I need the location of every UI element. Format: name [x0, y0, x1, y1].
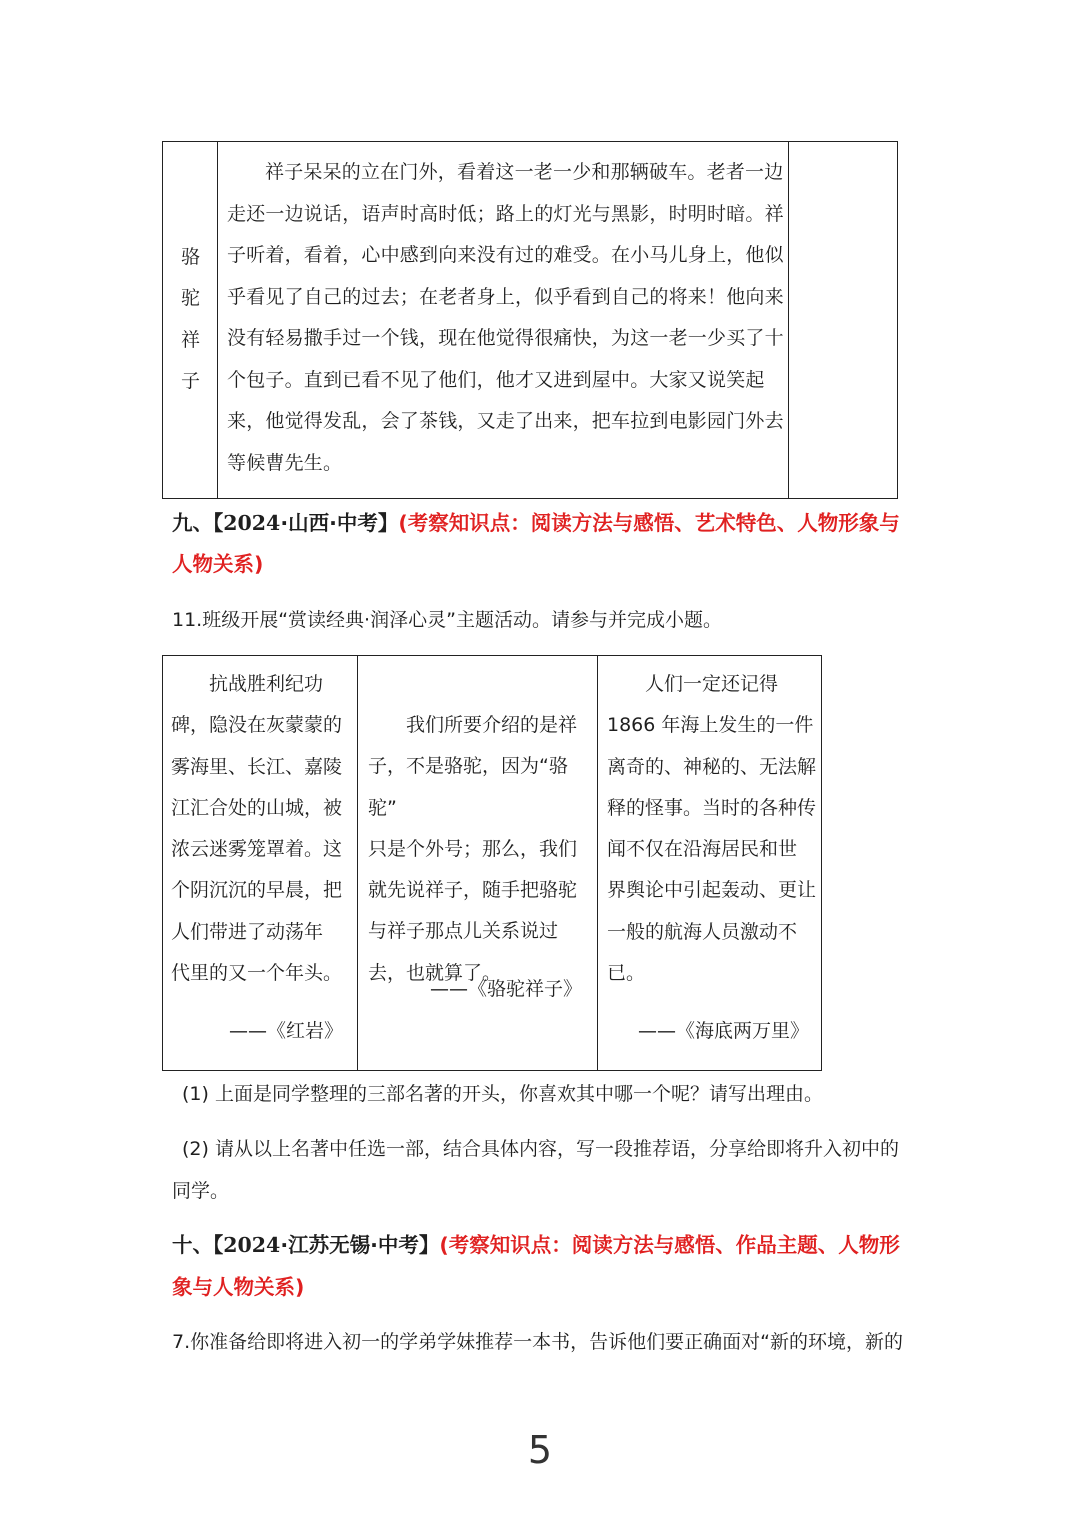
section-number: 九、 [172, 511, 213, 535]
section-10-heading-cont [172, 1266, 912, 1308]
excerpt-line: 雾海里、长江、嘉陵 [171, 755, 343, 778]
excerpt-hongyan [163, 656, 357, 1070]
excerpt-line: 人们带进了动荡年 [171, 920, 324, 943]
passage-table [162, 141, 898, 499]
excerpt-line: 碑，隐没在灰蒙蒙的 [171, 714, 343, 737]
knowledge-points-cont: 人物关系) [172, 552, 264, 576]
book-title-cell [163, 142, 218, 498]
knowledge-points: (考察知识点：阅读方法与感悟、作品主题、人物形 [439, 1233, 900, 1257]
question-7: 7.你准备给即将进入初一的学弟学妹推荐一本书，告诉他们要正确面对“新的环境，新的 [172, 1331, 903, 1353]
source-hongyan: ——《红岩》 [229, 1020, 344, 1042]
tag-open: 【 [213, 1233, 224, 1257]
page-number: 5 [527, 1428, 553, 1472]
section-number: 十、 [172, 1233, 213, 1257]
tag-open: 【 [213, 511, 224, 535]
knowledge-points-cont: 象与人物关系) [172, 1275, 305, 1299]
passage-text: 祥子呆呆的立在门外，看着这一老一少和那辆破车。老者一边走还一边说话，语声时高时低；路上的灯光与黑影，时明时暗。祥子听着，看着，心中感到向来没有过的难受。在小马儿身上，他似乎看见了自己的过去；在老者身上，似乎看到自己的将来！他向来没有轻易撒手过一个钱，现在他觉得很痛快，为这一老一少买了十个包子。直到已看不见了他们，他才又进到屋中。大家又说笑起来，他觉得发乱，会了茶钱，又走了出来，把车拉到电影园门外去等候曹先生。 [227, 161, 784, 474]
excerpts-table [162, 655, 822, 1071]
source-haidi: ——《海底两万里》 [638, 1020, 810, 1042]
excerpt-line: 界舆论中引起轰动、更让 [607, 879, 817, 902]
excerpt-line: 1866 年海上发生的一件 [607, 714, 814, 737]
knowledge-points: (考察知识点：阅读方法与感悟、艺术特色、人物形象与 [398, 511, 900, 535]
title-char: 子 [180, 370, 200, 392]
excerpt-line: 人们一定还记得 [645, 673, 779, 695]
sub-question-1: (1) 上面是同学整理的三部名著的开头，你喜欢其中哪一个呢？请写出理由。 [182, 1083, 823, 1105]
section-9-heading [172, 502, 912, 544]
title-char: 驼 [180, 287, 200, 309]
excerpt-line: 去，也就算了。 [368, 961, 502, 984]
excerpt-line: 就先说祥子，随手把骆驼 [368, 879, 578, 902]
exam-year: 2024 [223, 1233, 281, 1257]
sub-question-2-cont: 同学。 [172, 1180, 230, 1202]
excerpt-line: 离奇的、神秘的、无法解 [607, 755, 817, 778]
excerpt-line: 与祥子那点儿关系说过 [368, 920, 559, 943]
section-9-heading-cont [172, 543, 912, 585]
excerpt-line: 释的怪事。当时的各种传 [607, 796, 817, 819]
title-char: 骆 [180, 246, 200, 268]
excerpt-line: 闻不仅在沿海居民和世 [607, 838, 798, 861]
excerpt-line: 浓云迷雾笼罩着。这 [171, 838, 343, 861]
excerpt-haidi [597, 656, 821, 1070]
excerpt-line: 已。 [607, 962, 646, 985]
excerpt-line: 只是个外号；那么，我们 [368, 837, 578, 860]
sub-question-2: (2) 请从以上名著中任选一部，结合具体内容，写一段推荐语，分享给即将升入初中的 [182, 1138, 899, 1160]
source-luotuoxiangzi: ——《骆驼祥子》 [430, 978, 583, 1000]
excerpt-line: 抗战胜利纪功 [209, 673, 324, 695]
section-10-heading [172, 1224, 912, 1266]
excerpt-line: 代里的又一个年头。 [171, 962, 343, 985]
excerpt-luotuoxiangzi [357, 656, 597, 1070]
exam-source: ·山西·中考】 [280, 511, 399, 535]
excerpt-line: 个阴沉沉的早晨，把 [171, 879, 343, 902]
exam-year: 2024 [223, 511, 281, 535]
exam-source: ·江苏无锡·中考】 [280, 1233, 440, 1257]
excerpt-line: 我们所要介绍的是祥 [406, 714, 578, 736]
excerpt-line: 一般的航海人员激动不 [607, 920, 798, 943]
title-char: 祥 [180, 329, 200, 351]
excerpt-line: 江汇合处的山城，被 [171, 796, 343, 819]
excerpt-line: 子，不是骆驼，因为“骆驼” [368, 755, 568, 819]
empty-cell [788, 142, 897, 498]
question-11: 11.班级开展“赏读经典·润泽心灵”主题活动。请参与并完成小题。 [172, 609, 722, 631]
